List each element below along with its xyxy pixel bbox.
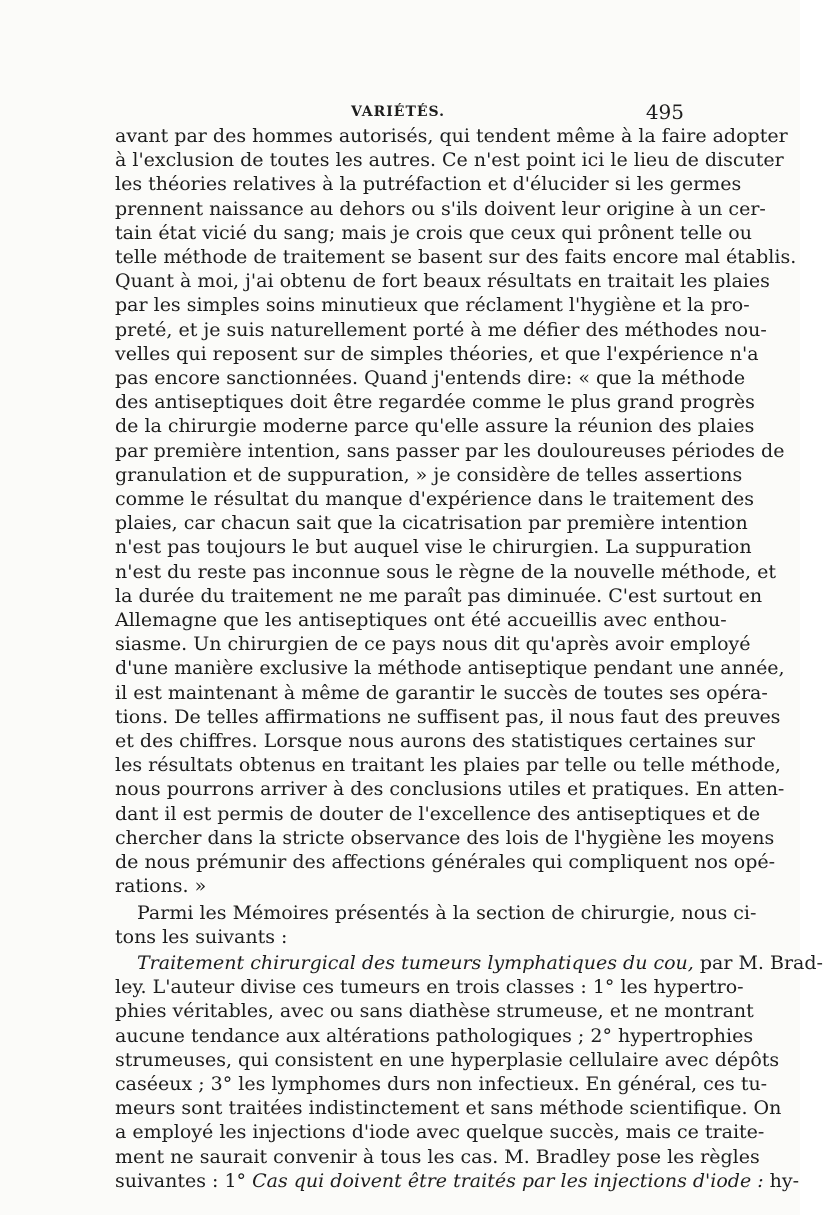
text-line: Quant à moi, j'ai obtenu de fort beaux résultats en traitait les plaies bbox=[115, 270, 770, 293]
text-line bbox=[115, 951, 823, 975]
text-line: avant par des hommes autorisés, qui tendent même à la faire adopter bbox=[115, 125, 788, 147]
text-line: velles qui reposent sur de simples théories, et que l'expérience n'a bbox=[115, 342, 759, 365]
text-line: des antiseptiques doit être regardée comme le plus grand progrès bbox=[115, 391, 755, 414]
text-line bbox=[115, 1169, 800, 1193]
text-line: par les simples soins minutieux que réclament l'hygiène et la pro- bbox=[115, 294, 750, 317]
text-line: nous pourrons arriver à des conclusions utiles et pratiques. En atten- bbox=[115, 778, 785, 801]
text-run: par M. Brad- bbox=[693, 951, 823, 974]
text-line: il est maintenant à même de garantir le succès de toutes ses opéra- bbox=[115, 681, 768, 704]
text-line: par première intention, sans passer par les douloureuses périodes de bbox=[115, 439, 785, 462]
text-line: prennent naissance au dehors ou s'ils doivent leur origine à un cer- bbox=[115, 197, 766, 220]
text-line: n'est du reste pas inconnue sous le règne de la nouvelle méthode, et bbox=[115, 560, 776, 583]
text-run: hy- bbox=[763, 1169, 800, 1192]
text-line: tain état vicié du sang; mais je crois que ceux qui prônent telle ou bbox=[115, 221, 752, 244]
text-line: phies véritables, avec ou sans diathèse strumeuse, et ne montrant bbox=[115, 1000, 754, 1023]
text-line: meurs sont traitées indistinctement et sans méthode scientifique. On bbox=[115, 1097, 782, 1120]
text-line: telle méthode de traitement se basent sur des faits encore mal établis. bbox=[115, 246, 797, 269]
running-head bbox=[112, 100, 684, 126]
text-run: suivantes : 1° bbox=[115, 1169, 253, 1192]
body-text bbox=[115, 124, 823, 1193]
italic-phrase: Cas qui doivent être traités par les injections d'iode : bbox=[252, 1169, 764, 1192]
text-line: dant il est permis de douter de l'excellence des antiseptiques et de bbox=[115, 802, 761, 825]
text-line: n'est pas toujours le but auquel vise le chirurgien. La suppuration bbox=[115, 536, 752, 559]
text-line: tions. De telles affirmations ne suffisent pas, il nous faut des preuves bbox=[115, 705, 781, 728]
text-line: tons les suivants : bbox=[115, 925, 288, 948]
text-line: la durée du traitement ne me paraît pas diminuée. C'est surtout en bbox=[115, 584, 763, 607]
text-line: siasme. Un chirurgien de ce pays nous dit qu'après avoir employé bbox=[115, 633, 751, 656]
text-line: plaies, car chacun sait que la cicatrisation par première intention bbox=[115, 512, 748, 535]
text-line: pas encore sanctionnées. Quand j'entends dire: « que la méthode bbox=[115, 367, 746, 390]
text-line: les résultats obtenus en traitant les plaies par telle ou telle méthode, bbox=[115, 754, 781, 777]
text-line: ment ne saurait convenir à tous les cas. M. Bradley pose les règles bbox=[115, 1145, 760, 1168]
text-line: granulation et de suppuration, » je considère de telles assertions bbox=[115, 463, 743, 486]
text-line: Allemagne que les antiseptiques ont été accueillis avec enthou- bbox=[115, 609, 727, 632]
text-line: caséeux ; 3° les lymphomes durs non infectieux. En général, ces tu- bbox=[115, 1072, 768, 1095]
text-line: les théories relatives à la putréfaction et d'élucider si les germes bbox=[115, 173, 742, 196]
text-line: ley. L'auteur divise ces tumeurs en trois classes : 1° les hypertro- bbox=[115, 976, 744, 999]
text-line: a employé les injections d'iode avec quelque succès, mais ce traite- bbox=[115, 1121, 765, 1144]
memoir-title: Traitement chirurgical des tumeurs lymphatiques du cou, bbox=[137, 951, 694, 974]
text-line: de nous prémunir des affections générales qui compliquent nos opé- bbox=[115, 851, 776, 874]
text-line: preté, et je suis naturellement porté à me défier des méthodes nou- bbox=[115, 318, 767, 341]
page-number: 495 bbox=[645, 100, 684, 124]
text-line: rations. » bbox=[115, 875, 207, 898]
text-line: et des chiffres. Lorsque nous aurons des statistiques certaines sur bbox=[115, 730, 755, 753]
text-line: aucune tendance aux altérations pathologiques ; 2° hypertrophies bbox=[115, 1024, 754, 1047]
text-line: comme le résultat du manque d'expérience dans le traitement des bbox=[115, 488, 755, 511]
text-line: chercher dans la stricte observance des lois de l'hygiène les moyens bbox=[115, 826, 775, 849]
text-line: de la chirurgie moderne parce qu'elle assure la réunion des plaies bbox=[115, 415, 755, 438]
text-line: strumeuses, qui consistent en une hyperplasie cellulaire avec dépôts bbox=[115, 1048, 780, 1071]
text-line: d'une manière exclusive la méthode antiseptique pendant une année, bbox=[115, 657, 785, 680]
text-line: à l'exclusion de toutes les autres. Ce n'est point ici le lieu de discuter bbox=[115, 149, 784, 172]
text-line: Parmi les Mémoires présentés à la section de chirurgie, nous ci- bbox=[137, 901, 757, 924]
running-title: VARIÉTÉS. bbox=[350, 104, 446, 120]
